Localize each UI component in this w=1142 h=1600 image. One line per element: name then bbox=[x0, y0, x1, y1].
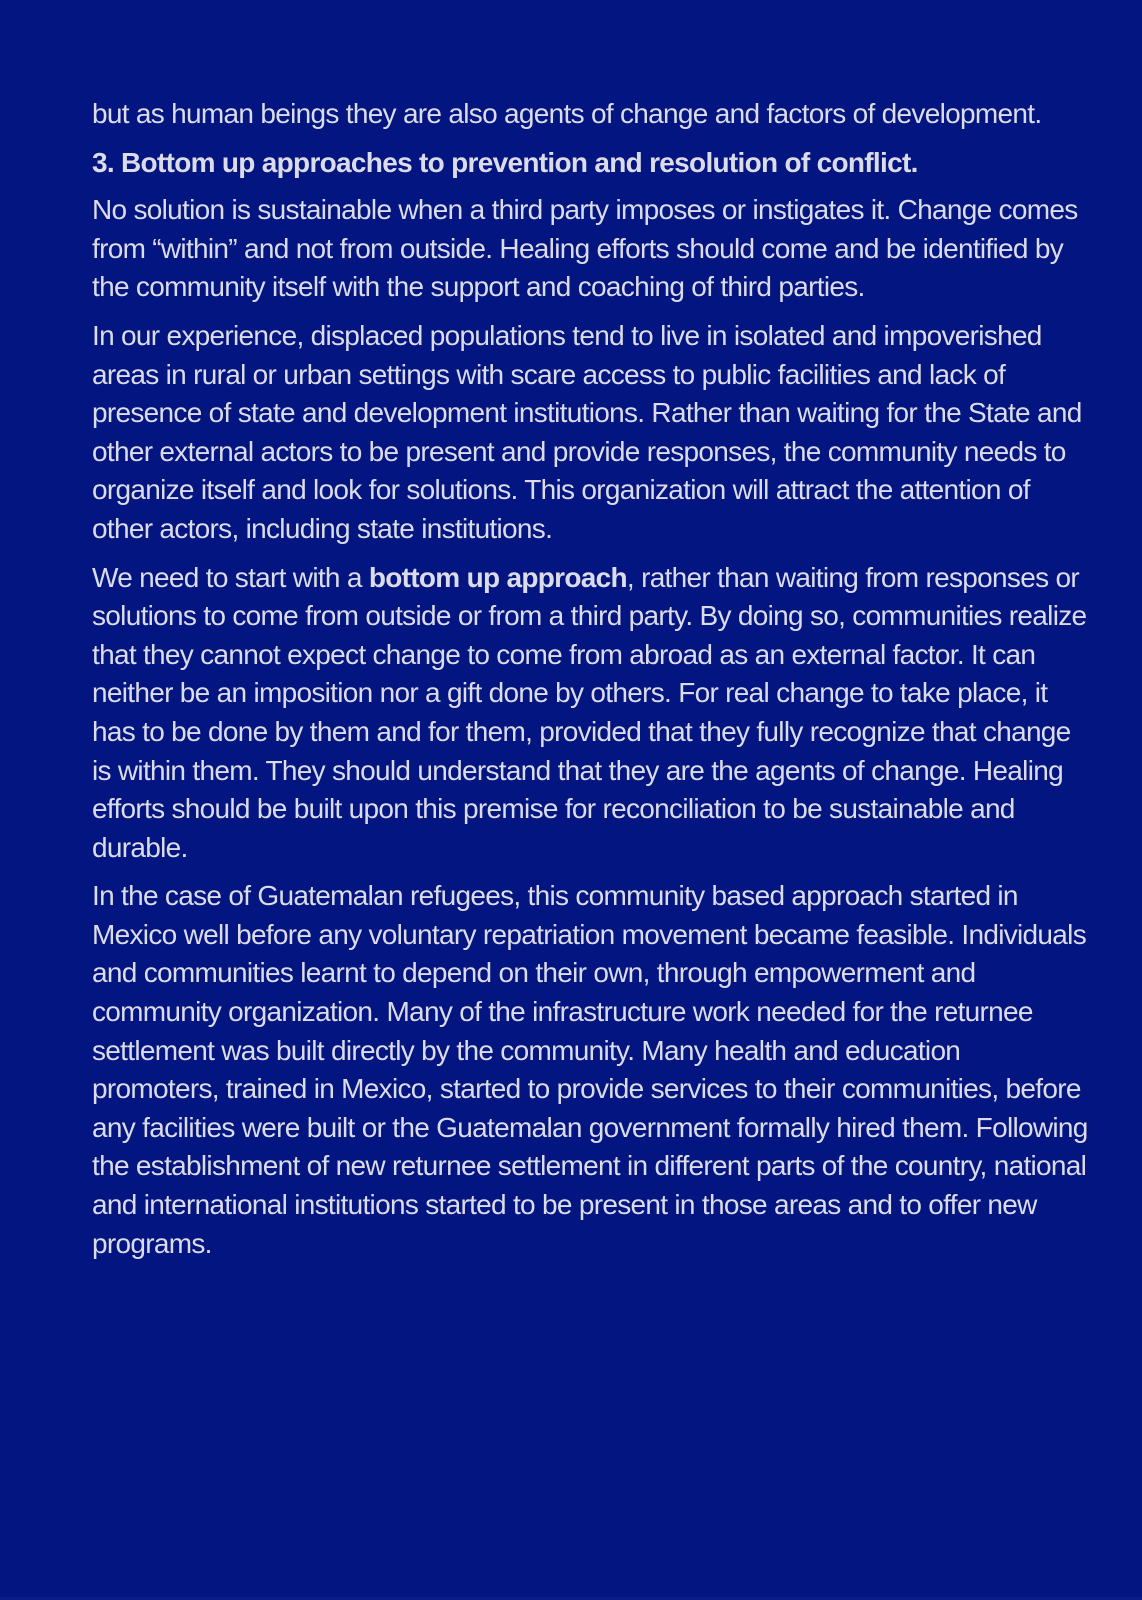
paragraph-bottom-up-start: We need to start with a bbox=[92, 561, 369, 593]
bottom-up-emphasis: bottom up approach bbox=[368, 561, 627, 593]
intro-paragraph: but as human beings they are also agents of change and factors of development. bbox=[92, 98, 1042, 129]
paragraph-experience: In our experience, displaced populations tend to live in isolated and impoverished areas in rural or urban settings with scare access to public facilities and lack of presence of state and development institutions. Rather than waiting for the State and other external actors to be present and provide responses, the community needs to organize itself and look for solutions. This organization will attract the attention of other actors, including state institutions. bbox=[92, 319, 1082, 544]
paragraph-guatemala: In the case of Guatemalan refugees, this community based approach started in Mexico well before any voluntary repatriation movement became feasible. Individuals and communities learnt to depend on their own, through empowerment and community organization. Many of the infrastructure work needed for the returnee settlement was built directly by the community. Many health and education promoters, trained in Mexico, started to provide services to their communities, before any facilities were built or the Guatemalan government formally hired them. Following the establishment of new returnee settlement in different parts of the country, national and international institutions started to be present in those areas and to offer new programs. bbox=[92, 880, 1088, 1259]
document-page bbox=[92, 95, 1092, 1273]
paragraph-bottom-up bbox=[92, 559, 1092, 868]
paragraph-solution: No solution is sustainable when a third party imposes or instigates it. Change comes from “within” and not from outside. Healing efforts should come and be identified by the community itself with the support and coaching of third parties. bbox=[92, 194, 1078, 303]
section-heading: 3. Bottom up approaches to prevention and resolution of conflict. bbox=[92, 146, 918, 178]
paragraph-bottom-up-rest: , rather than waiting from responses or solutions to come from outside or from a third party. By doing so, communities realize that they cannot expect change to come from abroad as an external factor. It can neither be an imposition nor a gift done by others. For real change to take place, it has to be done by them and for them, provided that they fully recognize that change is within them. They should understand that they are the agents of change. Healing efforts should be built upon this premise for reconciliation to be sustainable and durable. bbox=[92, 561, 1087, 863]
